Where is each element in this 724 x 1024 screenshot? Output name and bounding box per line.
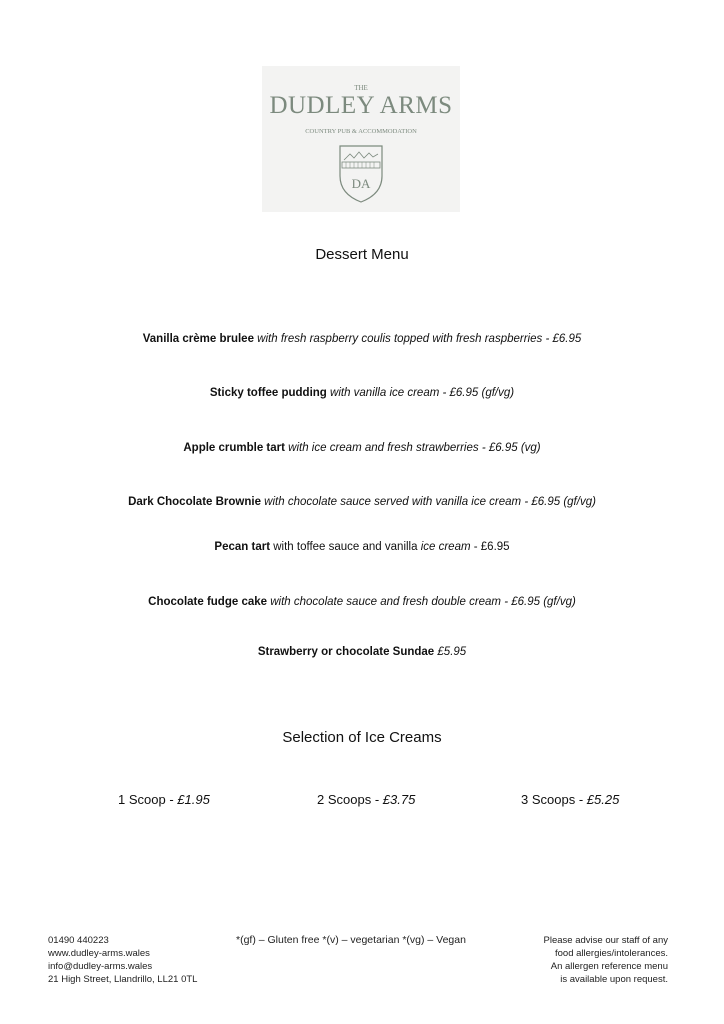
email-link[interactable]: info@dudley-arms.wales bbox=[48, 961, 153, 972]
address: 21 High Street, Llandrillo, LL21 0TL bbox=[48, 974, 198, 985]
menu-item: Pecan tart with toffee sauce and vanilla ice cream - £6.95 bbox=[214, 541, 510, 553]
allergy-line: An allergen reference menu bbox=[550, 961, 668, 972]
scoop-option: 1 Scoop - £1.95 bbox=[118, 792, 210, 807]
website-link[interactable]: www.dudley-arms.wales bbox=[48, 948, 150, 959]
scoop-option: 3 Scoops - £5.25 bbox=[521, 792, 620, 807]
page-title: Dessert Menu bbox=[315, 246, 409, 263]
logo-monogram: DA bbox=[351, 176, 371, 191]
menu-item: Apple crumble tart with ice cream and fresh strawberries - £6.95 (vg) bbox=[183, 442, 541, 454]
dietary-key: *(gf) – Gluten free *(v) – vegetarian *(vg) – Vegan bbox=[236, 934, 466, 946]
logo-name: DUDLEY ARMS bbox=[269, 92, 453, 119]
allergy-notice bbox=[544, 934, 668, 986]
allergy-line: is available upon request. bbox=[560, 974, 668, 985]
scoop-option: 2 Scoops - £3.75 bbox=[317, 792, 416, 807]
menu-item: Vanilla crème brulee with fresh raspberry coulis topped with fresh raspberries - £6.95 bbox=[142, 333, 582, 345]
logo-subtitle: COUNTRY PUB & ACCOMMODATION bbox=[305, 128, 417, 135]
menu-item: Chocolate fudge cake with chocolate sauce and fresh double cream - £6.95 (gf/vg) bbox=[148, 596, 576, 608]
dudley-arms-logo bbox=[262, 66, 460, 212]
phone: 01490 440223 bbox=[48, 935, 109, 946]
allergy-line: Please advise our staff of any bbox=[543, 935, 668, 946]
logo-the: THE bbox=[354, 84, 368, 92]
shield-crest-icon bbox=[338, 144, 384, 204]
ice-cream-heading: Selection of Ice Creams bbox=[282, 729, 442, 746]
menu-item: Strawberry or chocolate Sundae £5.95 bbox=[257, 646, 467, 658]
allergy-line: food allergies/intolerances. bbox=[554, 948, 668, 959]
menu-item: Dark Chocolate Brownie with chocolate sauce served with vanilla ice cream - £6.95 (gf/vg) bbox=[128, 496, 596, 508]
footer-contact bbox=[48, 934, 197, 986]
menu-item: Sticky toffee pudding with vanilla ice cream - £6.95 (gf/vg) bbox=[209, 387, 515, 399]
